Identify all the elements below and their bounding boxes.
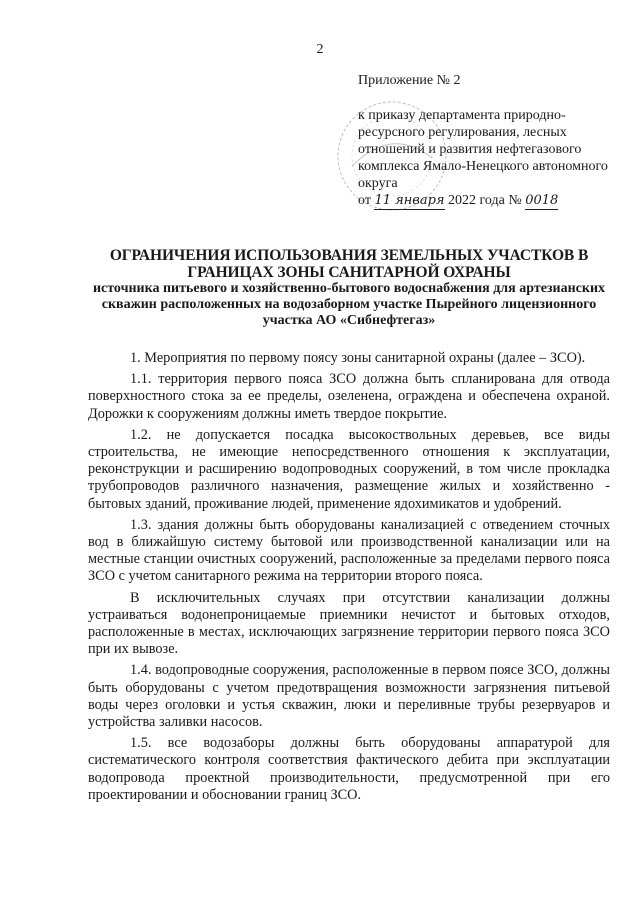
annex-date-line [358, 192, 608, 210]
document-body [88, 350, 610, 808]
paragraph: 1.4. водопроводные сооружения, расположенные в первом поясе ЗСО, должны быть оборудованы с учетом предотвращения возможности загрязнения питьевой воды через оголовки и устья скважин, люки и переливные трубы резервуаров и устройства заливки насосов. [88, 662, 610, 731]
paragraph: В исключительных случаях при отсутствии канализации должны устраиваться водонепроницаемые приемники нечистот и бытовых отходов, расположенные в местах, исключающих загрязнение территории первого пояса ЗСО при их вывозе. [88, 589, 610, 658]
order-number-handwritten: 0018 [525, 193, 559, 208]
annex-block [358, 72, 608, 210]
date-handwritten: 11 января [374, 193, 445, 208]
page-number: 2 [316, 42, 324, 57]
heading-title: ОГРАНИЧЕНИЯ ИСПОЛЬЗОВАНИЯ ЗЕМЕЛЬНЫХ УЧАСТКОВ В ГРАНИЦАХ ЗОНЫ САНИТАРНОЙ ОХРАНЫ [109, 247, 589, 281]
heading-subtitle: источника питьевого и хозяйственно-бытового водоснабжения для артезианских скважин расположенных на водозаборном участке Пырейного лицензионного участка АО «Сибнефтегаз» [92, 281, 606, 328]
date-prefix: от [358, 193, 371, 208]
paragraph: 1.3. здания должны быть оборудованы канализацией с отведением сточных вод в ближайшую систему бытовой или производственной канализации или на местные станции очистных сооружений, расположенные за пределами первого пояса ЗСО с учетом санитарного режима на территории второго пояса. [88, 516, 610, 585]
date-mid: 2022 года № [448, 193, 522, 208]
paragraph: 1.1. территория первого пояса ЗСО должна быть спланирована для отвода поверхностного стока за ее пределы, озеленена, ограждена и обеспечена охраной. Дорожки к сооружениям должны иметь твердое покрытие. [88, 371, 610, 422]
annex-body: к приказу департамента природно-ресурсного регулирования, лесных отношений и развития нефтегазового комплекса Ямало-Ненецкого автономного округа [358, 108, 608, 191]
paragraph: 1.2. не допускается посадка высокоствольных деревьев, все виды строительства, не имеющие непосредственного отношения к эксплуатации, реконструкции и расширению водопроводных сооружений, в том числе прокладка трубопроводов различного назначения, размещение жилых и хозяйственно - бытовых зданий, проживание людей, применение ядохимикатов и удобрений. [88, 426, 610, 512]
paragraph: 1.5. все водозаборы должны быть оборудованы аппаратурой для систематического контроля соответствия фактического дебита при эксплуатации водопровода проектной производительности, предусмотренной при его проектировании и обосновании границ ЗСО. [88, 735, 610, 803]
annex-title: Приложение № 2 [358, 73, 461, 88]
paragraph: 1. Мероприятия по первому поясу зоны санитарной охраны (далее – ЗСО). [130, 350, 586, 366]
document-heading [88, 247, 610, 329]
